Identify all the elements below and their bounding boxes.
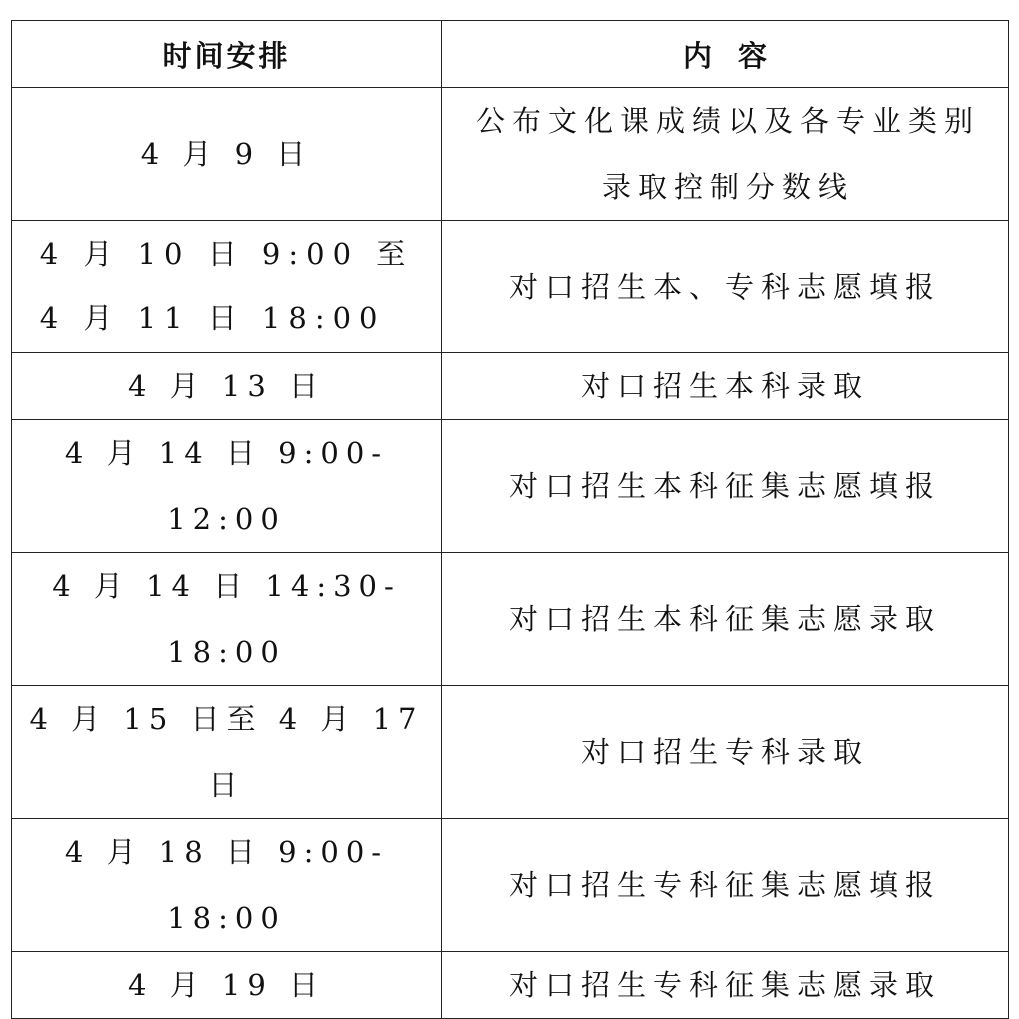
content-text: 对口招生专科征集志愿录取 (508, 968, 941, 1002)
content-text: 对口招生本科征集志愿填报 (508, 469, 941, 503)
content-cell (442, 88, 1009, 221)
header-content: 内容 (442, 21, 1009, 88)
content-cell (442, 353, 1009, 420)
content-cell (442, 420, 1009, 553)
content-text: 对口招生专科征集志愿填报 (508, 868, 941, 902)
time-text: 4 月 15 日至 4 月 17 日 (29, 702, 424, 802)
content-text: 对口招生本科录取 (580, 369, 869, 403)
table-row (12, 952, 1009, 1019)
time-text-line-1: 4 月 10 日 9:00 至 (39, 237, 414, 271)
time-cell (12, 686, 442, 819)
table-row (12, 686, 1009, 819)
content-text: 对口招生本、专科志愿填报 (508, 269, 941, 304)
content-text: 对口招生本科征集志愿录取 (508, 602, 941, 636)
content-cell (442, 553, 1009, 686)
time-text-line-2: 4 月 11 日 18:00 (39, 301, 386, 335)
table-row (12, 221, 1009, 353)
content-text-line-1: 公布文化课成绩以及各专业类别 (475, 104, 980, 138)
time-cell (12, 553, 442, 686)
table-row (12, 819, 1009, 952)
time-cell (12, 221, 442, 353)
content-cell (442, 686, 1009, 819)
time-cell (12, 420, 442, 553)
table-row (12, 353, 1009, 420)
content-cell (442, 952, 1009, 1019)
table-row (12, 553, 1009, 686)
time-text: 4 月 19 日 (127, 968, 325, 1002)
content-cell (442, 221, 1009, 353)
time-text: 4 月 14 日 14:30-18:00 (52, 569, 401, 669)
admission-schedule-table (11, 20, 1009, 1019)
content-text-line-2: 录取控制分数线 (601, 170, 854, 204)
table-row (12, 88, 1009, 221)
time-text-wrap (40, 222, 414, 350)
time-text: 4 月 14 日 9:00-12:00 (64, 436, 389, 536)
time-cell (12, 952, 442, 1019)
content-text: 对口招生专科录取 (580, 735, 869, 769)
time-cell (12, 88, 442, 221)
table-header-row (12, 21, 1009, 88)
time-text: 4 月 9 日 (140, 137, 313, 171)
table-row (12, 420, 1009, 553)
content-cell (442, 819, 1009, 952)
time-text: 4 月 13 日 (127, 369, 325, 403)
time-cell (12, 353, 442, 420)
header-time: 时间安排 (12, 21, 442, 88)
time-text: 4 月 18 日 9:00-18:00 (64, 835, 389, 935)
time-cell (12, 819, 442, 952)
